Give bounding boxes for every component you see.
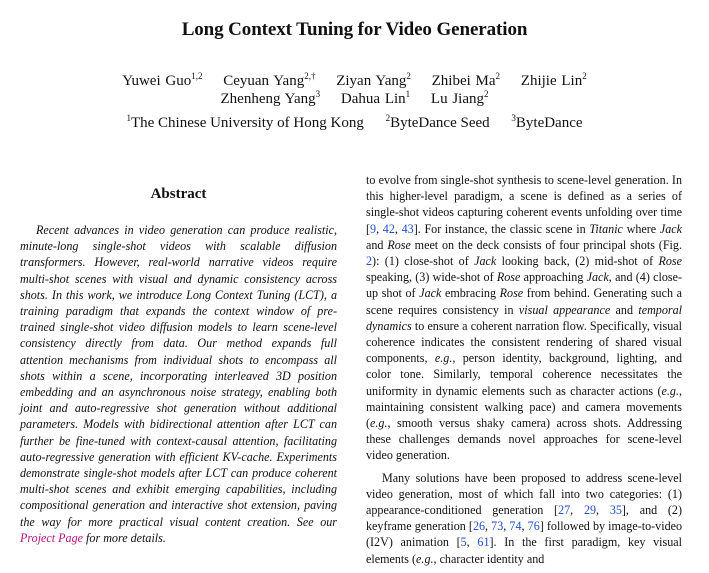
- affiliation: $^2$ByteDance Seed: [385, 113, 490, 131]
- citation-link[interactable]: 43: [401, 221, 414, 236]
- paper-title: Long Context Tuning for Video Generation: [181, 19, 528, 40]
- author: Dahua Lin$^1$: [340, 89, 411, 107]
- project-page-link[interactable]: Project Page: [20, 530, 84, 545]
- citation-link[interactable]: 5: [460, 535, 467, 550]
- citation-link[interactable]: 9: [370, 221, 377, 236]
- intro-paragraph: to evolve from single-shot synthesis to scene-level generation. In this higher-level paradigm, a scene is defined as a series of single-shot videos capturing coherent events unfolding over time [9, 42, 43]. For instance, the classic scene in Titanic where Jack and Rose meet on the deck consists of four principal shots (Fig. 2): (1) close-shot of Jack looking back, (2) mid-shot of Rose speaking, (3) wide-shot of Rose approaching Jack, and (4) close-up shot of Jack embracing Rose from behind. Generating such a scene requires consistency in visual appearance and temporal dynamics to ensure a coherent narration flow. Specifically, visual coherence indicates the consistent rendering of shared visual components, e.g., person identity, background, lighting, and color tone. Similarly, temporal coherence necessitates the uniformity in dynamic elements such as character actions (e.g., maintaining consistent walking pace) and camera movements (e.g., smooth versus shaky camera) across shots. Addressing these challenges demands novel approaches for scene-level video generation.: [366, 173, 683, 463]
- author-list-row-2: [70, 91, 639, 108]
- author: Zhenheng Yang$^3$: [220, 89, 321, 107]
- affiliation: $^3$ByteDance: [511, 113, 583, 131]
- affiliations: [0, 115, 709, 132]
- intro-column: [366, 172, 682, 573]
- author: Zhijie Lin$^2$: [520, 71, 587, 89]
- citation-link[interactable]: 35: [609, 503, 622, 518]
- abstract-body: Recent advances in video generation can produce realistic, minute-long single-shot videos with scalable diffusion transformers. However, real-world narrative videos require multi-shot scenes with visual and dynamic consistency across shots. In this work, we introduce Long Context Tuning (LCT), a training paradigm that expands the context window of pre-trained single-shot video diffusion models to learn scene-level consistency directly from data. Our method expands full attention mechanisms from individual shots to encompass all shots within a scene, incorporating interleaved 3D position embedding and an asynchronous noise strategy, enabling both joint and auto-regressive shot generation without additional parameters. Models with bidirectional attention after LCT can further be fine-tuned with context-causal attention, facilitating auto-regressive generation with efficient KV-cache. Experiments demonstrate single-shot models after LCT can produce coherent multi-shot scenes and exhibit emerging capabilities, including compositional generation and interactive shot extension, paving the way for more practical visual content creation. See our Project Page for more details.: [20, 223, 337, 545]
- citation-link[interactable]: 26: [472, 519, 486, 534]
- author: Zhibei Ma$^2$: [431, 71, 501, 89]
- citation-link[interactable]: 27: [558, 503, 571, 518]
- citation-link[interactable]: 74: [509, 519, 522, 534]
- citation-link[interactable]: 42: [382, 221, 395, 236]
- citation-link[interactable]: 29: [583, 503, 597, 518]
- abstract-heading: Abstract: [150, 186, 207, 202]
- author: Yuwei Guo$^{1,2}$: [122, 71, 203, 89]
- citation-link[interactable]: 61: [477, 535, 490, 550]
- citation-link[interactable]: 73: [491, 519, 504, 534]
- figure-link[interactable]: 2: [366, 254, 373, 269]
- author: Ceyuan Yang$^{2,\dagger}$: [223, 71, 316, 89]
- affiliation: $^1$The Chinese University of Hong Kong: [126, 113, 364, 131]
- author: Lu Jiang$^2$: [430, 89, 489, 107]
- author: Ziyan Yang$^2$: [336, 71, 411, 89]
- citation-link[interactable]: 76: [527, 519, 540, 534]
- intro-paragraph: Many solutions have been proposed to address scene-level video generation, most of which fall into two categories: (1) appearance-conditioned generation [27, 29, 35], and (2) keyframe generation [26, 73, 74, 76] followed by image-to-video (I2V) animation [5, 61]. In the first paradigm, key visual elements (e.g., character identity and: [366, 470, 683, 566]
- author-list-row-1: [70, 73, 639, 90]
